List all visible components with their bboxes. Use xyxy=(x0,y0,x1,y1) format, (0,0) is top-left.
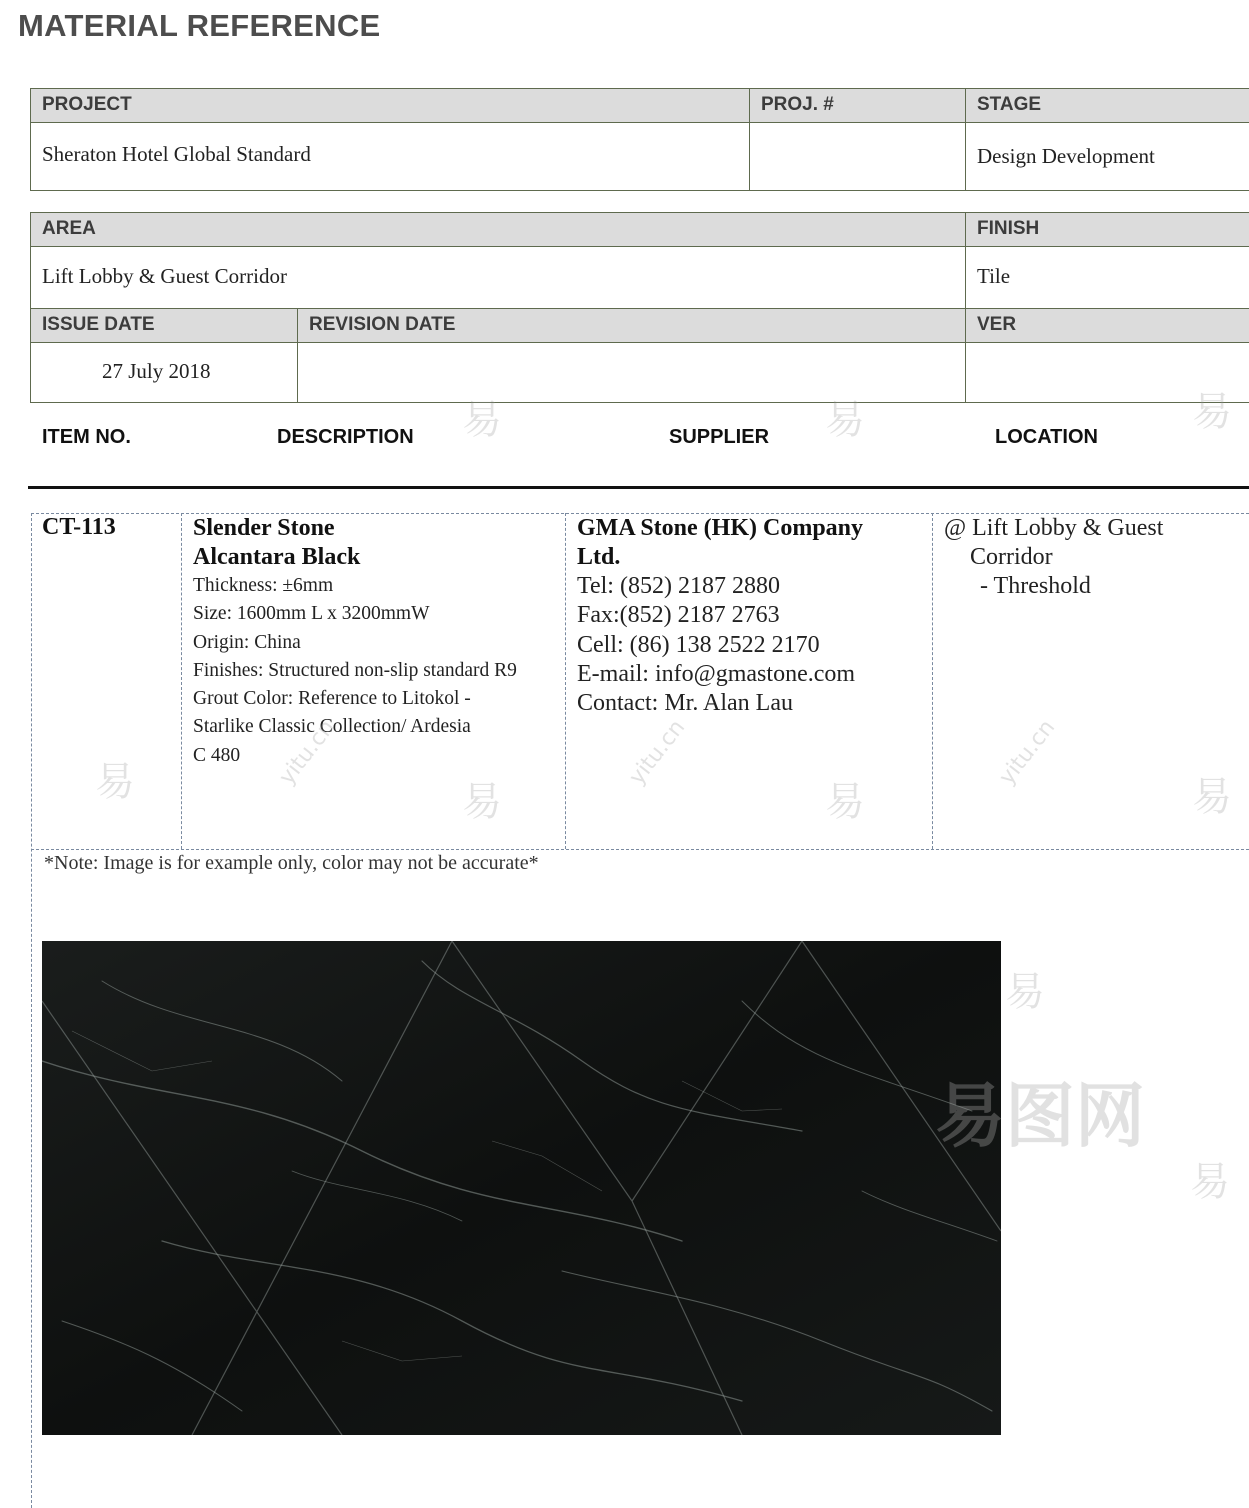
stone-sample-image xyxy=(42,941,1001,1435)
issue-date-label: ISSUE DATE xyxy=(31,309,298,343)
watermark-glyph: 易 xyxy=(825,779,865,825)
item-col-divider-3 xyxy=(932,513,933,849)
watermark-glyph: 易 xyxy=(1005,969,1045,1015)
image-note: *Note: Image is for example only, color may not be accurate* xyxy=(44,852,539,874)
spec-finishes: Finishes: Structured non-slip standard R9 xyxy=(193,659,517,681)
watermark-glyph: 易 xyxy=(462,779,502,825)
material-name xyxy=(193,514,558,572)
watermark-glyph: 易 xyxy=(825,397,865,443)
revision-date-label: REVISION DATE xyxy=(298,309,966,343)
supplier-contact: Contact: Mr. Alan Lau xyxy=(577,690,793,717)
supplier-name-line1: GMA Stone (HK) Company xyxy=(577,515,864,541)
page-title: MATERIAL REFERENCE xyxy=(18,8,381,43)
watermark-glyph: 易 xyxy=(1192,389,1232,435)
supplier-cell: Cell: (86) 138 2522 2170 xyxy=(577,631,820,658)
proj-no-label: PROJ. # xyxy=(750,89,966,123)
watermark-brand: 易图网 xyxy=(935,1075,1145,1157)
location-block xyxy=(944,514,1244,601)
supplier-name-line2: Ltd. xyxy=(577,544,621,570)
col-item-no: ITEM NO. xyxy=(42,426,131,448)
item-col-divider-2 xyxy=(565,513,566,849)
spec-size: Size: 1600mm L x 3200mmW xyxy=(193,603,430,625)
supplier-tel: Tel: (852) 2187 2880 xyxy=(577,573,780,599)
project-label: PROJECT xyxy=(31,89,750,123)
area-value: Lift Lobby & Guest Corridor xyxy=(42,264,287,288)
finish-label: FINISH xyxy=(966,213,1249,247)
description-block xyxy=(193,514,558,770)
watermark-text: yitu.cn xyxy=(994,715,1061,790)
supplier-email: E-mail: info@gmastone.com xyxy=(577,660,856,687)
supplier-block xyxy=(577,514,919,718)
item-left-border xyxy=(31,513,32,1508)
area-table xyxy=(30,212,1249,403)
item-number: CT-113 xyxy=(42,514,116,540)
header-rule xyxy=(28,486,1249,489)
location-line1: @ Lift Lobby & Guest xyxy=(944,515,1164,541)
spec-grout-code: C 480 xyxy=(193,744,241,766)
item-col-divider-1 xyxy=(181,513,182,849)
location-line3: - Threshold xyxy=(980,573,1091,599)
spec-origin: Origin: China xyxy=(193,631,301,653)
area-label: AREA xyxy=(31,213,966,247)
project-table xyxy=(30,88,1249,191)
watermark-glyph: 易 xyxy=(1190,1159,1230,1205)
spec-grout-color: Grout Color: Reference to Litokol - xyxy=(193,688,471,710)
col-description: DESCRIPTION xyxy=(277,426,414,448)
marble-veining xyxy=(42,941,1001,1435)
material-name-line2: Alcantara Black xyxy=(193,544,361,570)
location-line2: Corridor xyxy=(970,544,1053,570)
project-value: Sheraton Hotel Global Standard xyxy=(42,142,311,166)
watermark-text: yitu.cn xyxy=(624,715,691,790)
finish-value: Tile xyxy=(977,264,1011,288)
issue-date-value: 27 July 2018 xyxy=(102,359,211,383)
watermark-glyph: 易 xyxy=(462,397,502,443)
stage-label: STAGE xyxy=(966,89,1249,123)
ver-label: VER xyxy=(966,309,1249,343)
material-name-line1: Slender Stone xyxy=(193,515,335,541)
supplier-fax: Fax:(852) 2187 2763 xyxy=(577,602,780,629)
col-location: LOCATION xyxy=(995,426,1098,448)
stage-value: Design Development xyxy=(977,144,1155,168)
spec-grout-collection: Starlike Classic Collection/ Ardesia xyxy=(193,716,471,738)
spec-thickness: Thickness: ±6mm xyxy=(193,575,334,596)
col-supplier: SUPPLIER xyxy=(669,426,770,448)
watermark-glyph: 易 xyxy=(1192,774,1232,820)
item-row-divider xyxy=(31,849,1249,850)
watermark-text: yitu.cn xyxy=(274,715,341,790)
watermark-glyph: 易 xyxy=(95,759,135,805)
